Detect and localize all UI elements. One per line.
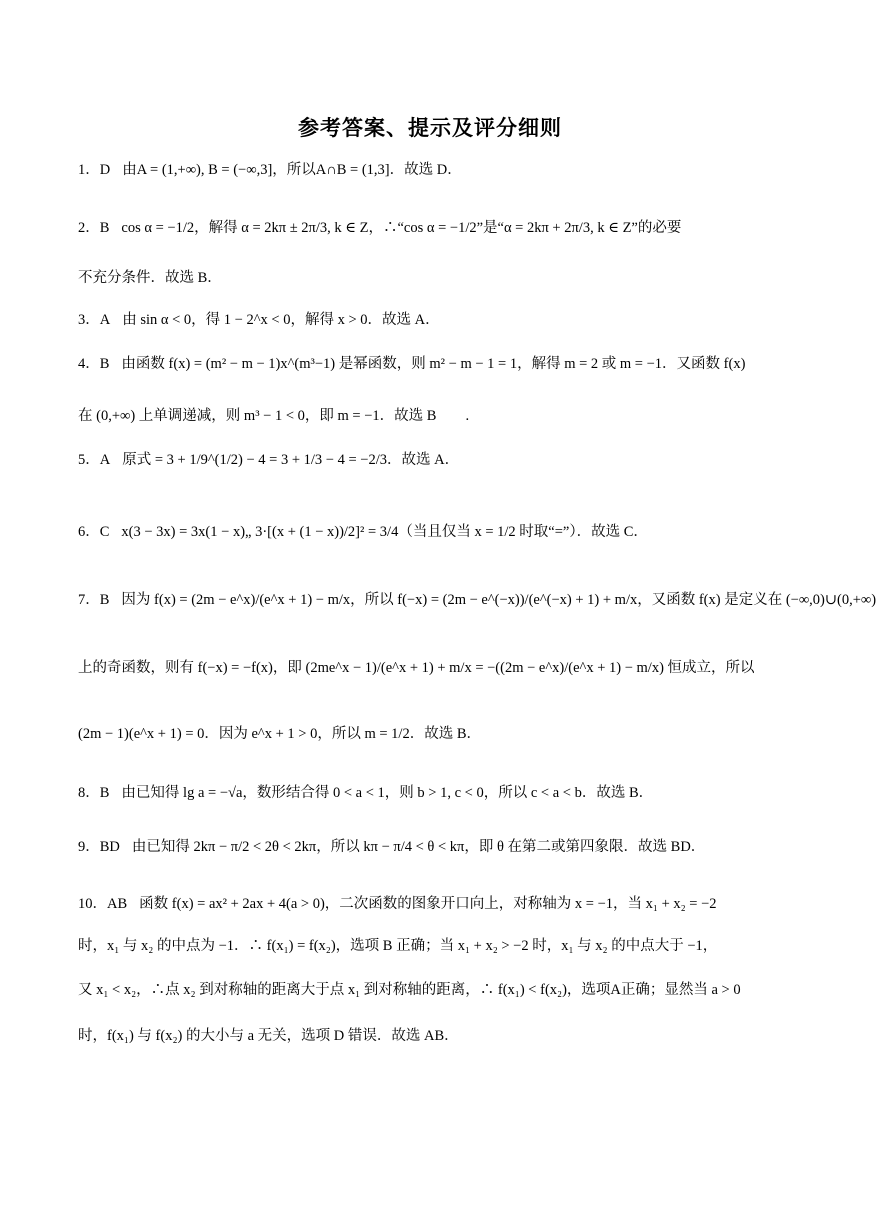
answer-number: 2．B	[78, 220, 110, 236]
answer-9	[78, 837, 784, 857]
answer-text: 函数 f(x) = ax² + 2ax + 4(a > 0)，二次函数的图象开口向上，对称轴为 x = −1，当 x₁ + x₂ = −2	[139, 896, 717, 912]
answer-10-line-4	[78, 1026, 784, 1046]
answer-text: 上的奇函数，则有 f(−x) = −f(x)，即 (2me^x − 1)/(e^x + 1) + m/x = −((2m − e^x)/(e^x + 1) − m/x) 恒成立，所以	[78, 660, 755, 676]
answer-number: 7．B	[78, 592, 110, 608]
answer-4-line-2	[78, 406, 784, 426]
answer-number: 4．B	[78, 356, 110, 372]
answer-number: 10．AB	[78, 896, 128, 912]
answer-text: 由 sin α < 0，得 1 − 2^x < 0，解得 x > 0．故选 A．	[122, 312, 440, 328]
answer-text: cos α = −1/2，解得 α = 2kπ ± 2π/3, k ∈ Z，∴“cos α = −1/2”是“α = 2kπ + 2π/3, k ∈ Z”的必要	[121, 220, 682, 236]
answer-1	[78, 160, 784, 180]
answer-text: 由已知得 lg a = −√a，数形结合得 0 < a < 1，则 b > 1, c < 0，所以 c < a < b．故选 B．	[121, 785, 654, 801]
answer-10-line-2	[78, 936, 784, 956]
answer-text: 不充分条件．故选 B．	[78, 270, 222, 286]
answer-text: 因为 f(x) = (2m − e^x)/(e^x + 1) − m/x，所以 f(−x) = (2m − e^(−x))/(e^(−x) + 1) + m/x，又函数 f(x) 是定义在 (−∞,0)∪(0,+∞)	[121, 592, 876, 608]
answer-text: 由已知得 2kπ − π/2 < 2θ < 2kπ，所以 kπ − π/4 < θ < kπ，即 θ 在第二或第四象限．故选 BD．	[131, 839, 706, 855]
answer-number: 1．D	[78, 162, 111, 178]
answer-7-line-2	[78, 658, 784, 678]
answer-10-line-1	[78, 894, 784, 914]
answer-text: 由A = (1,+∞), B = (−∞,3]，所以A∩B = (1,3]．故选 D．	[122, 162, 462, 178]
answer-number: 6．C	[78, 524, 110, 540]
answer-number: 3．A	[78, 312, 111, 328]
answer-number: 9．BD	[78, 839, 120, 855]
answer-7-line-3	[78, 724, 784, 744]
answer-text: 时，f(x₁) 与 f(x₂) 的大小与 a 无关，选项 D 错误．故选 AB．	[78, 1028, 459, 1044]
answer-5	[78, 450, 784, 470]
answer-6	[78, 522, 784, 542]
answer-text: (2m − 1)(e^x + 1) = 0．因为 e^x + 1 > 0，所以 m = 1/2．故选 B．	[78, 726, 481, 742]
answer-text: 由函数 f(x) = (m² − m − 1)x^(m³−1) 是幂函数，则 m² − m − 1 = 1，解得 m = 2 或 m = −1．又函数 f(x)	[121, 356, 746, 372]
answer-3	[78, 310, 784, 330]
answer-text: 原式 = 3 + 1/9^(1/2) − 4 = 3 + 1/3 − 4 = −2/3．故选 A．	[122, 452, 460, 468]
answer-text: 时，x₁ 与 x₂ 的中点为 −1．∴ f(x₁) = f(x₂)，选项 B 正确；当 x₁ + x₂ > −2 时，x₁ 与 x₂ 的中点大于 −1，	[78, 938, 718, 954]
answer-number: 8．B	[78, 785, 110, 801]
answer-2-line-1	[78, 218, 784, 238]
answer-10-line-3	[78, 980, 784, 1000]
answer-8	[78, 783, 784, 803]
answer-2-line-2	[78, 268, 784, 288]
answer-4-line-1	[78, 354, 784, 374]
answer-text: 在 (0,+∞) 上单调递减，则 m³ − 1 < 0，即 m = −1．故选 B .	[78, 408, 470, 424]
answer-text: x(3 − 3x) = 3x(1 − x)„ 3·[(x + (1 − x))/2]² = 3/4（当且仅当 x = 1/2 时取“=”）．故选 C．	[121, 524, 648, 540]
page-title: 参考答案、提示及评分细则	[298, 116, 562, 140]
answer-text: 又 x₁ < x₂，∴点 x₂ 到对称轴的距离大于点 x₁ 到对称轴的距离，∴ f(x₁) < f(x₂)，选项A正确；显然当 a > 0	[78, 982, 741, 998]
answer-number: 5．A	[78, 452, 111, 468]
answer-7-line-1	[78, 590, 876, 610]
